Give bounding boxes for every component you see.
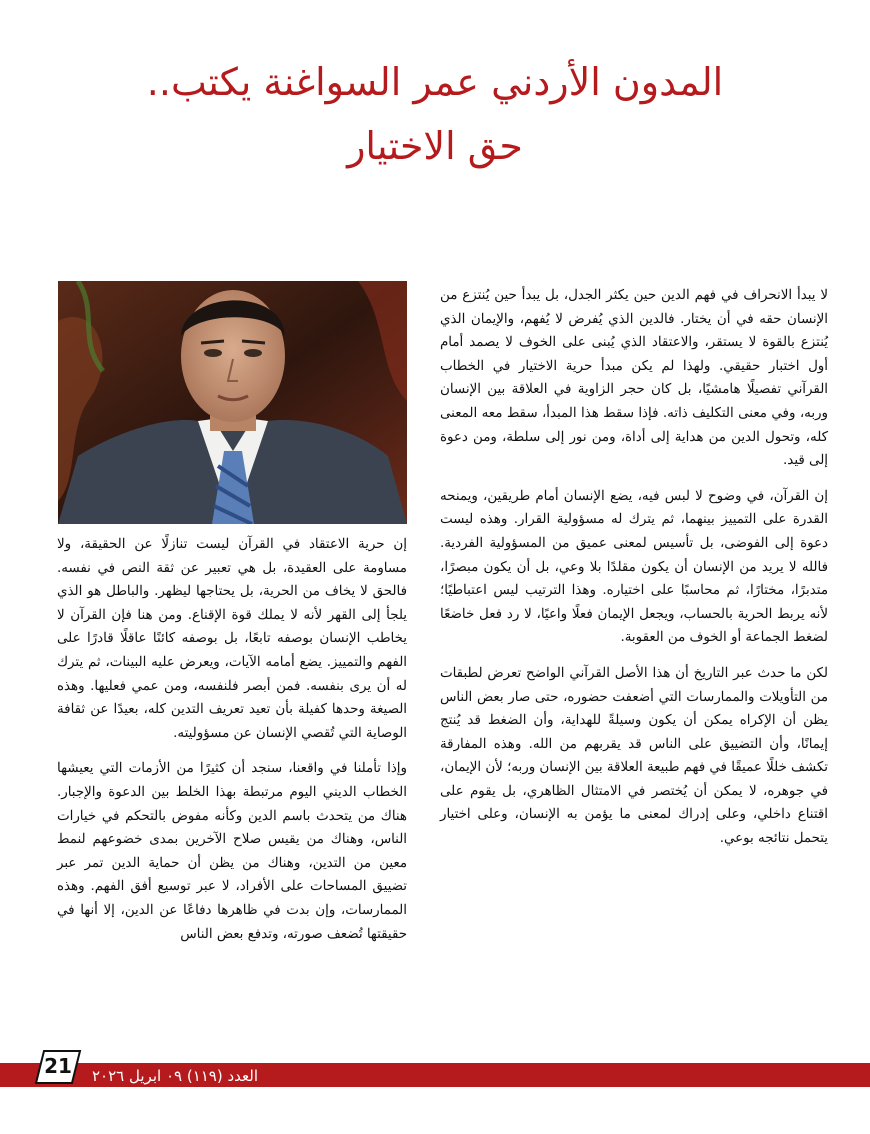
paragraph: إن القرآن، في وضوح لا لبس فيه، يضع الإنسان أمام طريقين، ويمنحه القدرة على التمييز بينهما، ثم يترك له مسؤولية القرار. وهذه ليست دعوة إلى الفوضى، بل تأسيس لمعنى عميق من المسؤولية الفردية. فالله لا يريد من الإنسان أن يكون مقلدًا بلا وعي، بل أن يكون مبصرًا، متدبرًا، مختارًا، ثم محاسبًا على اختياره. وهذا الترتيب ليس اعتباطيًا؛ لأنه يربط الحرية بالحساب، ويجعل الإيمان فعلًا واعيًا، لا رد فعل خاضعًا لضغط الجماعة أو الخوف من العقوبة. — [440, 488, 828, 646]
article-right-column — [440, 284, 828, 863]
author-portrait-image — [58, 281, 407, 524]
article-title — [40, 50, 830, 178]
article-title-line-2: حق الاختيار — [347, 124, 523, 168]
author-photo — [58, 281, 407, 524]
article-title-line-1: المدون الأردني عمر السواغنة يكتب.. — [146, 60, 724, 104]
issue-info: العدد (١١٩) ٠٩ ابريل ٢٠٢٦ — [92, 1067, 259, 1085]
paragraph: إن حرية الاعتقاد في القرآن ليست تنازلًا عن الحقيقة، ولا مساومة على العقيدة، بل هي تعبير عن ثقة النص في نفسه. فالحق لا يخاف من الحرية، بل يحتاجها ليظهر. والباطل هو الذي يلجأ إلى القهر لأنه لا يملك قوة الإقناع. ومن هنا فإن القرآن لا يخاطب الإنسان بوصفه تابعًا، بل بوصفه كائنًا عاقلًا قادرًا على الفهم والتمييز. يضع أمامه الآيات، ويعرض عليه البينات، ثم يترك له أن يرى بنفسه. فمن أبصر فلنفسه، ومن عمي فعليها. وهذه الصيغة وحدها كفيلة بأن تعيد تعريف التدين كله، بعيدًا عن ثقافة الوصاية التي تُقصي الإنسان عن مسؤوليته. — [57, 537, 407, 741]
paragraph: لكن ما حدث عبر التاريخ أن هذا الأصل القرآني الواضح تعرض لطبقات من التأويلات والممارسات التي أضعفت حضوره، حتى صار بعض الناس يظن أن الإكراه يمكن أن يكون وسيلةً للهداية، وأن الضغط قد يُنتج إيمانًا، وأن التضييق على الناس قد يقربهم من الله. وهذه المفارقة تكشف خللًا عميقًا في فهم طبيعة العلاقة بين الإنسان وربه؛ لأن الإيمان، في جوهره، لا يمكن أن يُختصر في الامتثال الظاهري، بل يقوم على اقتناع داخلي، وعلى إدراك لمعنى ما يؤمن به الإنسان، وعلى اختيار يتحمل نتائجه بوعي. — [440, 665, 828, 847]
paragraph: وإذا تأملنا في واقعنا، سنجد أن كثيرًا من الأزمات التي يعيشها الخطاب الديني اليوم مرتبطة بهذا الخلط بين الدعوة والإجبار. هناك من يتحدث باسم الدين وكأنه مفوض بالتحكم في خيارات الناس، وهناك من يقيس صلاح الآخرين بمدى خضوعهم لنمط معين من التدين، وهناك من يظن أن حماية الدين تمر عبر تضييق المساحات على الأفراد، لا عبر توسيع أفق الفهم. وهذه الممارسات، وإن بدت في ظاهرها دفاعًا عن الدين، إلا أنها في حقيقتها تُضعف صورته، وتدفع بعض الناس — [57, 761, 407, 942]
page-number: 21 — [44, 1054, 72, 1078]
article-left-column — [57, 533, 407, 958]
paragraph: لا يبدأ الانحراف في فهم الدين حين يكثر الجدل، بل يبدأ حين يُنتزع من الإنسان حقه في أن يختار. فالدين الذي يُفرض لا يُفهم، والإيمان الذي يُنتزع بالقوة لا يستقر، والاعتقاد الذي يُبنى على الخوف لا يصمد أمام أول اختبار حقيقي. ولهذا لم يكن مبدأ حرية الاختيار في الخطاب القرآني تفصيلًا هامشيًا، بل كان حجر الزاوية في العلاقة بين الإنسان وربه، وفي معنى التكليف ذاته. فإذا سقط هذا المبدأ، سقط معه المعنى كله، وتحول الدين من هداية إلى أداة، ومن نور إلى سلطة، ومن دعوة إلى قيد. — [440, 288, 828, 469]
